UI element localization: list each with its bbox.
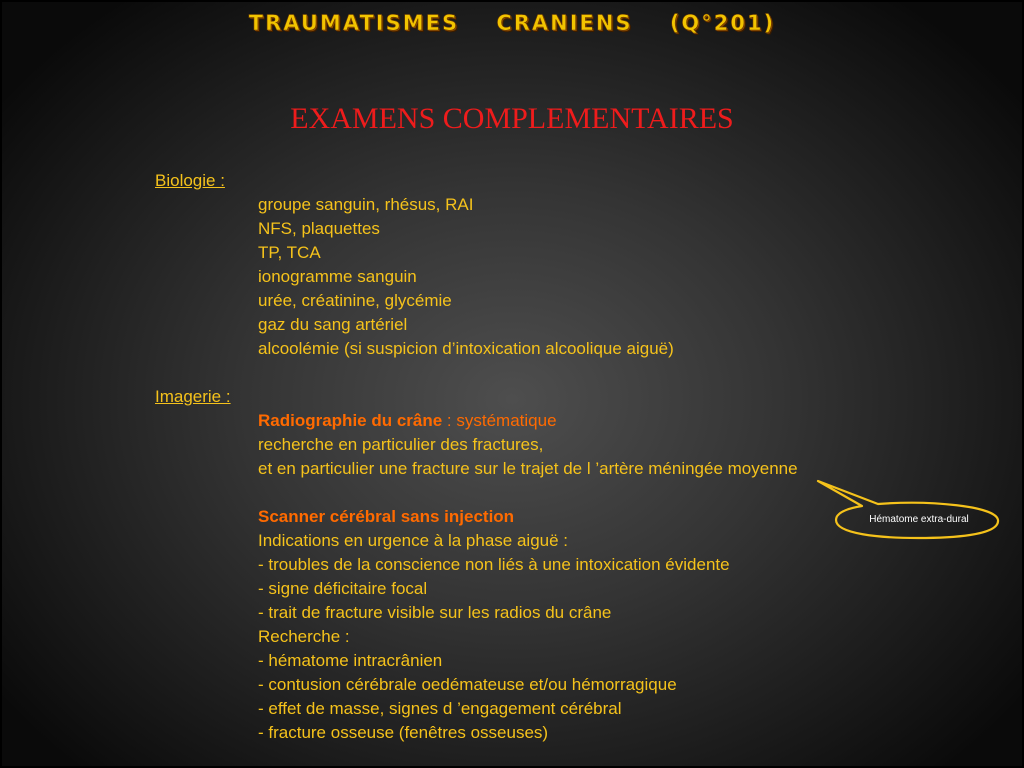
header-title: TRAUMATISMES CRANIENS (Q°201): [248, 11, 776, 35]
biologie-item: ionogramme sanguin: [258, 267, 417, 286]
scanner-indication: - troubles de la conscience non liés à une intoxication évidente: [258, 555, 730, 574]
biologie-item: gaz du sang artériel: [258, 315, 408, 334]
section-title: EXAMENS COMPLEMENTAIRES: [290, 102, 734, 135]
scanner-recherche-item: - fracture osseuse (fenêtres osseuses): [258, 723, 549, 742]
scanner-indications-title: Indications en urgence à la phase aiguë :: [258, 531, 569, 550]
scanner-recherche-title: Recherche :: [258, 627, 350, 646]
biologie-item: urée, créatinine, glycémie: [258, 291, 452, 310]
scanner-recherche-item: - effet de masse, signes d ’engagement cérébral: [258, 699, 622, 718]
scanner-recherche-item: - contusion cérébrale oedémateuse et/ou hémorragique: [258, 675, 677, 694]
biologie-item: groupe sanguin, rhésus, RAI: [258, 195, 474, 214]
callout-text: Hématome extra-dural: [869, 514, 969, 525]
biologie-item: alcoolémie (si suspicion d’intoxication alcoolique aiguë): [258, 339, 674, 358]
biologie-item: NFS, plaquettes: [258, 219, 380, 238]
radio-suffix: : systématique: [442, 411, 557, 430]
scanner-indication: - signe déficitaire focal: [258, 579, 428, 598]
radio-heading: [258, 410, 557, 432]
radio-line: et en particulier une fracture sur le trajet de l ’artère méningée moyenne: [258, 459, 798, 478]
radio-line: recherche en particulier des fractures,: [258, 435, 544, 454]
scanner-recherche-item: - hématome intracrânien: [258, 651, 443, 670]
biologie-item: TP, TCA: [258, 243, 321, 262]
imagerie-label: Imagerie :: [155, 387, 231, 406]
scanner-indication: - trait de fracture visible sur les radios du crâne: [258, 603, 612, 622]
biologie-label: Biologie :: [155, 171, 225, 190]
radio-title: Radiographie du crâne: [258, 411, 443, 430]
scanner-title: Scanner cérébral sans injection: [258, 507, 515, 526]
